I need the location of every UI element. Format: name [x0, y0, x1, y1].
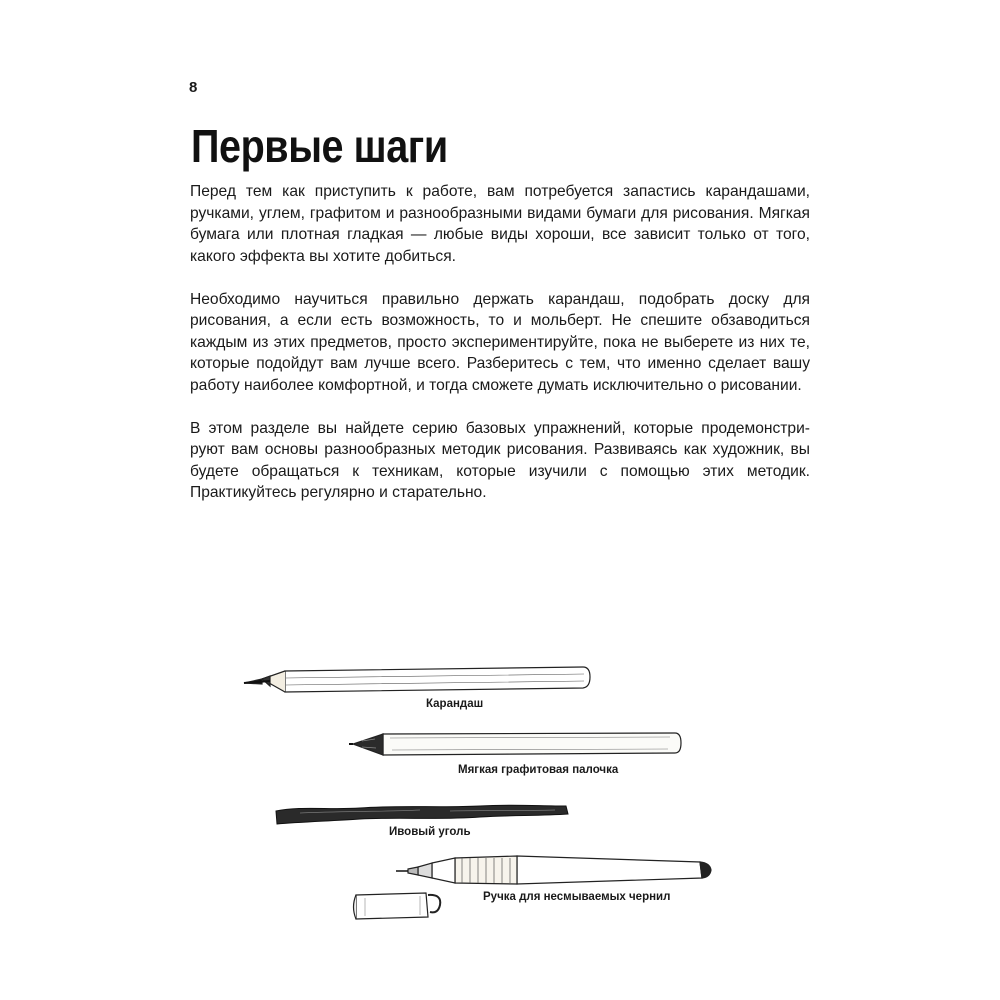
- pen-caption: Ручка для несмываемых чернил: [483, 891, 671, 903]
- pen-illustration: [396, 856, 711, 884]
- paragraph-2: Необходимо научиться правильно держать карандаш, подобрать доску для рисования, а если есть возможность, то и мольберт. Не спешите обзаводиться каждым из этих предметов, просто экспериментируйте, пока не выберете из них те, которые подойдут вам лучше всего. Разберитесь с тем, что именно сделает вашу работу наиболее комфортной, и тогда сможете думать исключительно о рисовании.: [190, 290, 810, 394]
- pen-cap-illustration: [354, 893, 441, 919]
- pencil-caption: Карандаш: [426, 698, 484, 710]
- page-number: 8: [189, 79, 198, 96]
- graphite-stick-illustration: [349, 733, 681, 755]
- charcoal-caption: Ивовый уголь: [389, 826, 471, 838]
- paragraph-3: В этом разделе вы найдете серию базовых упражнений, которые продемонстри-руют вам основы разнообразных методик рисования. Развиваясь как художник, вы будете обращаться к техникам, которые изучили с помощью этих методик. Практикуйтесь регулярно и старательно.: [190, 419, 810, 501]
- graphite-caption: Мягкая графитовая палочка: [458, 764, 619, 776]
- charcoal-illustration: [276, 805, 568, 824]
- page-title: Первые шаги: [191, 120, 448, 172]
- pencil-illustration: [244, 667, 590, 692]
- paragraph-1: Перед тем как приступить к работе, вам потребуется запастись карандашами, ручками, углем, графитом и разнообразными видами бумаги для рисования. Мягкая бумага или плотная гладкая — любые виды хороши, все зависит только от того, какого эффекта вы хотите добиться.: [190, 183, 810, 265]
